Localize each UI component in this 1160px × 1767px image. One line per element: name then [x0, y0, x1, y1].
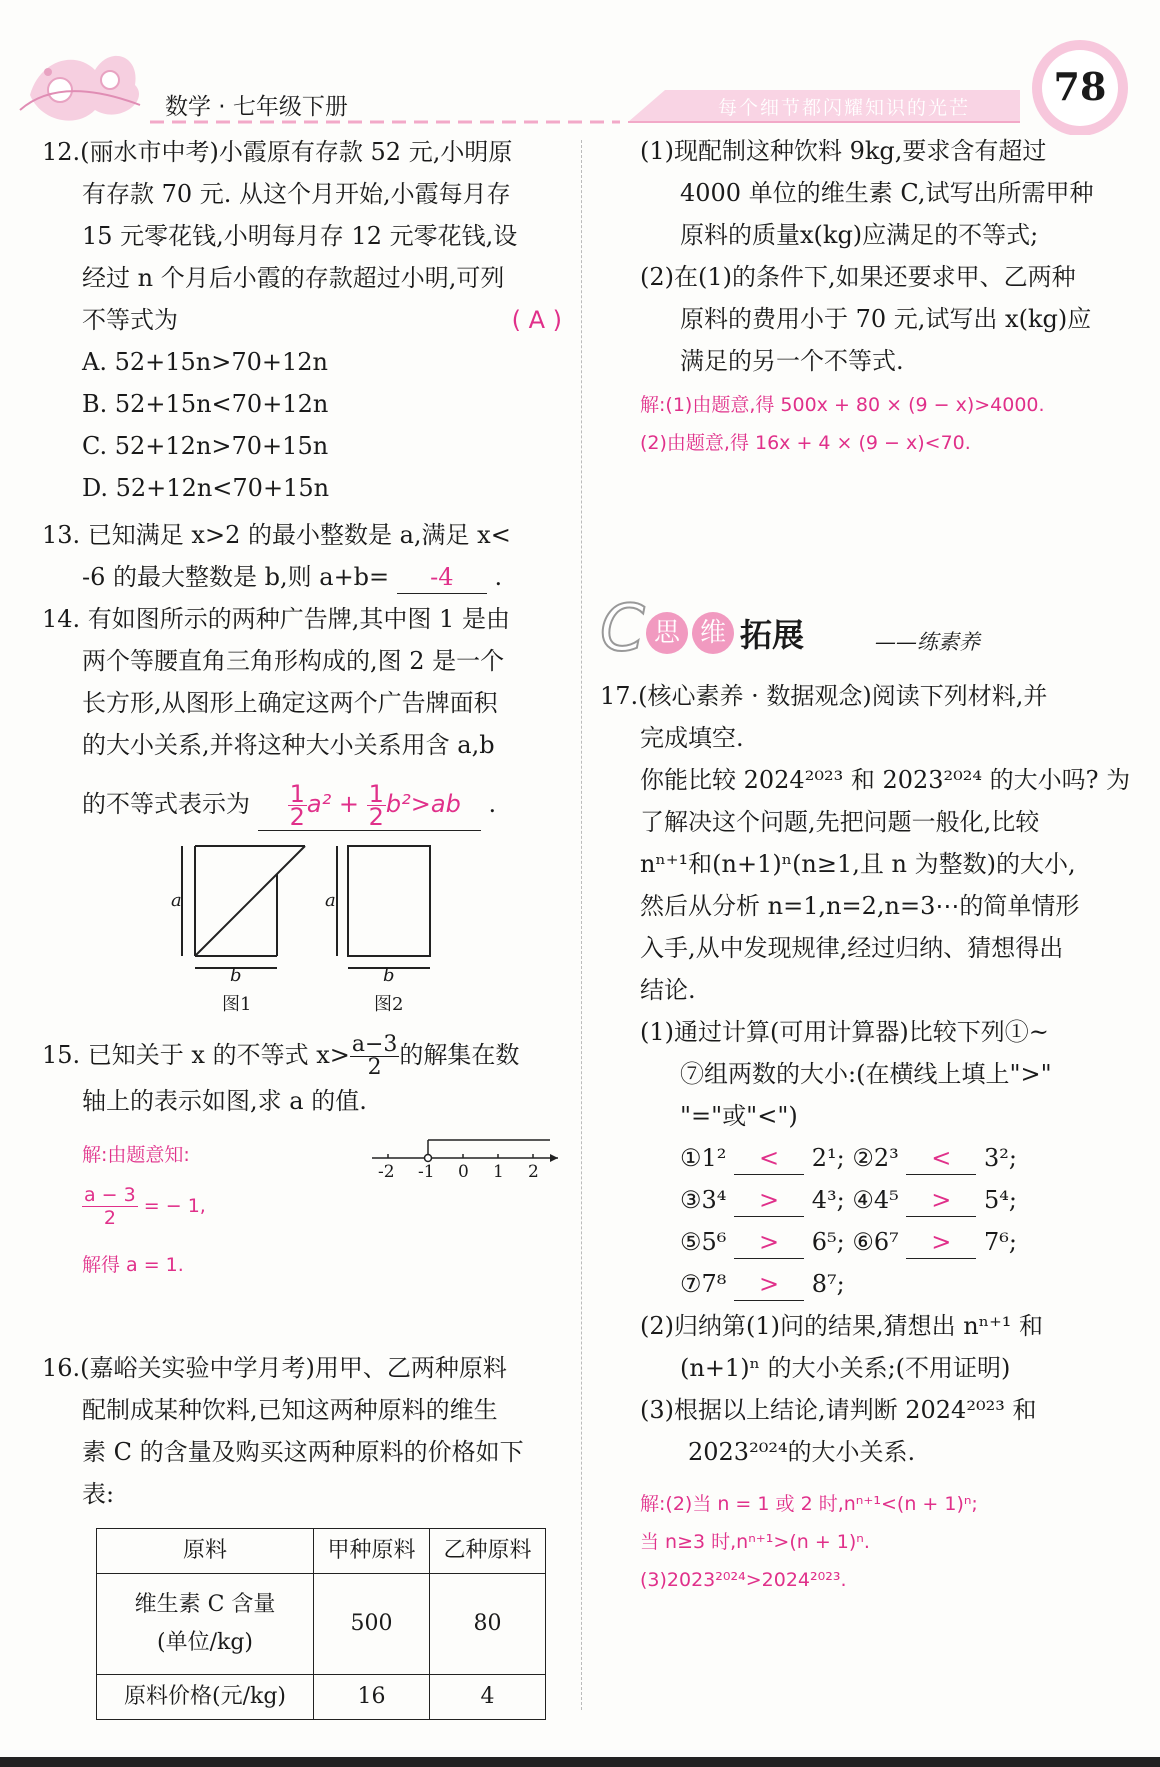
compare-row	[600, 1263, 1140, 1305]
q15-line	[42, 1030, 562, 1080]
compare-answer: >	[734, 1226, 804, 1259]
table-row	[97, 1675, 546, 1720]
q14-answer-line	[82, 780, 496, 831]
table-cell	[97, 1574, 314, 1675]
q17-line: 17.(核心素养 · 数据观念)阅读下列材料,并	[600, 682, 1048, 710]
q16-solution-2: (2)由题意,得 16x + 4 × (9 − x)<70.	[640, 432, 971, 454]
q16-part1: 原料的质量x(kg)应满足的不等式;	[680, 221, 1039, 249]
compare-left: ⑦7⁸	[680, 1270, 727, 1298]
q17-part2: (2)归纳第(1)问的结果,猜想出 nⁿ⁺¹ 和	[640, 1312, 1044, 1340]
question-16-parts	[640, 130, 1140, 382]
q17-line: 入手,从中发现规律,经过归纳、猜想得出	[640, 934, 1064, 962]
q12-option-a: A. 52+15n>70+12n	[82, 348, 328, 376]
q13-line: 13. 已知满足 x>2 的最小整数是 a,满足 x<	[42, 521, 511, 549]
tick-label: 1	[493, 1162, 504, 1182]
fig2-caption: 图2	[374, 994, 404, 1015]
q15-post: 的解集在数	[399, 1041, 520, 1069]
compare-right: 5⁴;	[984, 1186, 1017, 1214]
tick-label: 2	[528, 1162, 539, 1182]
table-header: 乙种原料	[430, 1529, 546, 1574]
table-cell: 16	[314, 1675, 430, 1720]
compare-row	[600, 1137, 1140, 1179]
compare-right: 2¹;	[811, 1144, 845, 1172]
book-title: 数学 · 七年级下册	[165, 94, 348, 120]
q13-text: -6 的最大整数是 b,则 a+b=	[82, 563, 390, 591]
q12-line: 12.(丽水市中考)小霞原有存款 52 元,小明原	[42, 138, 513, 166]
question-17	[600, 675, 1140, 1473]
compare-left: ⑤5⁶	[680, 1228, 727, 1256]
q12-line	[42, 299, 562, 341]
cell-line: 维生素 C 含量	[134, 1592, 276, 1617]
compare-left: ①1²	[680, 1144, 727, 1172]
figure-2	[337, 846, 430, 968]
fig2-label-a: a	[325, 890, 336, 911]
compare-answer: >	[734, 1184, 804, 1217]
compare-left: ②2³	[852, 1144, 899, 1172]
q15-solution-1: 解:由题意知:	[82, 1144, 190, 1166]
section-c-letter: C	[600, 592, 645, 666]
q16-part1: 4000 单位的维生素 C,试写出所需甲种	[680, 179, 1094, 207]
q16-line: 配制成某种饮料,已知这两种原料的维生	[82, 1396, 498, 1424]
q17-solution-1: 解:(2)当 n = 1 或 2 时,nⁿ⁺¹<(n + 1)ⁿ;	[640, 1493, 978, 1515]
q16-line: 素 C 的含量及购买这两种原料的价格如下	[82, 1438, 524, 1466]
q16-part2: (2)在(1)的条件下,如果还要求甲、乙两种	[640, 263, 1076, 291]
q12-option-b: B. 52+15n<70+12n	[82, 390, 329, 418]
q16-part2: 原料的费用小于 70 元,试写出 x(kg)应	[680, 305, 1092, 333]
slogan: 每个细节都闪耀知识的光芒	[718, 97, 971, 119]
compare-answer: <	[734, 1142, 804, 1175]
q17-part2: (n+1)ⁿ 的大小关系;(不用证明)	[680, 1354, 1011, 1382]
compare-answer: <	[906, 1142, 976, 1175]
q17-solution-2: 当 n≥3 时,nⁿ⁺¹>(n + 1)ⁿ.	[640, 1531, 870, 1553]
q14-text: 的不等式表示为	[82, 790, 250, 818]
compare-answer: >	[906, 1226, 976, 1259]
table-cell: 80	[430, 1574, 546, 1675]
q16-line: 16.(嘉峪关实验中学月考)用甲、乙两种原料	[42, 1354, 507, 1382]
page-number: 78	[1053, 64, 1107, 109]
fig1-label-b: b	[230, 965, 242, 986]
frac-den: 2	[368, 802, 384, 831]
fig1-label-a: a	[171, 890, 182, 911]
compare-right: 3²;	[984, 1144, 1017, 1172]
bottom-bar	[0, 1757, 1160, 1767]
q15-pre: 15. 已知关于 x 的不等式 x>	[42, 1041, 350, 1069]
fig2-label-b: b	[383, 965, 395, 986]
q13-answer-blank: -4	[397, 561, 487, 594]
q14-end: .	[488, 790, 497, 818]
section-title: 拓展	[740, 616, 805, 654]
tick-label: 0	[458, 1162, 469, 1182]
q17-line: 你能比较 2024²⁰²³ 和 2023²⁰²⁴ 的大小吗? 为	[640, 766, 1131, 794]
column-divider	[581, 140, 582, 1710]
q16-solution-1: 解:(1)由题意,得 500x + 80 × (9 − x)>4000.	[640, 394, 1045, 416]
q12-text: 不等式为	[82, 306, 178, 334]
q15-solution-3: 解得 a = 1.	[82, 1254, 184, 1276]
q14-figures	[160, 840, 460, 990]
q17-line: 完成填空.	[640, 724, 744, 752]
ans-a2: a²	[306, 790, 332, 818]
q14-line: 长方形,从图形上确定这两个广告牌面积	[82, 689, 498, 717]
q12-option-c: C. 52+12n>70+15n	[82, 432, 329, 460]
number-line	[370, 1130, 570, 1170]
section-badge-si: 思	[646, 612, 688, 654]
question-15	[42, 1030, 562, 1122]
question-14	[42, 598, 562, 766]
q17-part1: "="或"<")	[680, 1102, 798, 1130]
question-12	[42, 131, 562, 509]
q15-line: 轴上的表示如图,求 a 的值.	[82, 1087, 367, 1115]
compare-row	[600, 1179, 1140, 1221]
q12-line: 有存款 70 元. 从这个月开始,小霞每月存	[82, 180, 511, 208]
question-16	[42, 1347, 562, 1515]
tick-label: -1	[418, 1162, 435, 1182]
compare-right: 8⁷;	[811, 1270, 845, 1298]
section-subtitle: ——练素养	[875, 630, 980, 654]
q17-solution-3: (3)2023²⁰²⁴>2024²⁰²³.	[640, 1569, 847, 1591]
compare-right: 4³;	[811, 1186, 845, 1214]
q14-line: 14. 有如图所示的两种广告牌,其中图 1 是由	[42, 605, 510, 633]
q17-line: 了解决这个问题,先把问题一般化,比较	[640, 808, 1040, 836]
sol-rest: = − 1,	[143, 1195, 206, 1217]
q17-part1: (1)通过计算(可用计算器)比较下列①~	[640, 1018, 1049, 1046]
q12-line: 15 元零花钱,小明每月存 12 元零花钱,设	[82, 222, 518, 250]
q16-part2: 满足的另一个不等式.	[680, 347, 904, 375]
q14-line: 的大小关系,并将这种大小关系用含 a,b	[82, 731, 495, 759]
q17-part3: 2023²⁰²⁴的大小关系.	[688, 1438, 916, 1466]
q17-part3: (3)根据以上结论,请判断 2024²⁰²³ 和	[640, 1396, 1037, 1424]
figure-1	[182, 846, 305, 968]
flower-ornament-icon	[20, 56, 140, 121]
q14-line: 两个等腰直角三角形构成的,图 2 是一个	[82, 647, 505, 675]
frac-den: 2	[289, 802, 305, 831]
compare-row	[600, 1221, 1140, 1263]
q14-answer	[258, 780, 481, 831]
q16-line: 表:	[82, 1480, 115, 1508]
compare-left: ⑥6⁷	[852, 1228, 899, 1256]
cell-line: (单位/kg)	[157, 1630, 253, 1655]
q15-frac-num: a−3	[351, 1032, 398, 1057]
table-row	[97, 1574, 546, 1675]
q12-option-d: D. 52+12n<70+15n	[82, 474, 330, 502]
q17-line: 结论.	[640, 976, 696, 1004]
ans-plus: +	[338, 790, 359, 818]
sol-frac-num: a − 3	[84, 1184, 136, 1206]
table-cell: 原料价格(元/kg)	[97, 1675, 314, 1720]
compare-right: 7⁶;	[984, 1228, 1017, 1256]
q15-solution-2	[82, 1184, 206, 1229]
compare-left: ③3⁴	[680, 1186, 727, 1214]
q16-part1: (1)现配制这种饮料 9kg,要求含有超过	[640, 137, 1047, 165]
compare-answer: >	[906, 1184, 976, 1217]
section-badge-wei: 维	[692, 612, 734, 654]
q13-line	[42, 556, 562, 598]
q13-end: .	[494, 563, 503, 591]
q12-line: 经过 n 个月后小霞的存款超过小明,可列	[82, 264, 505, 292]
compare-answer: >	[734, 1268, 804, 1301]
section-heading	[600, 592, 1020, 670]
ans-b2: b²	[385, 790, 411, 818]
frac-num: 1	[289, 779, 305, 808]
question-13	[42, 514, 562, 598]
table-row	[97, 1529, 546, 1574]
q12-answer: ( A )	[511, 306, 562, 334]
sol-frac-den: 2	[103, 1207, 116, 1229]
q15-frac-den: 2	[367, 1055, 382, 1080]
table-header: 甲种原料	[314, 1529, 430, 1574]
table-header: 原料	[97, 1529, 314, 1574]
q17-part1: ⑦组两数的大小:(在横线上填上">"	[680, 1060, 1052, 1088]
table-cell: 4	[430, 1675, 546, 1720]
tick-label: -2	[378, 1162, 395, 1182]
compare-left: ④4⁵	[852, 1186, 899, 1214]
q17-line: nⁿ⁺¹和(n+1)ⁿ(n≥1,且 n 为整数)的大小,	[640, 850, 1076, 878]
ans-tail: >ab	[410, 790, 461, 818]
fig1-caption: 图1	[222, 994, 252, 1015]
compare-right: 6⁵;	[811, 1228, 845, 1256]
table-cell: 500	[314, 1574, 430, 1675]
materials-table	[96, 1528, 546, 1720]
frac-num: 1	[368, 779, 384, 808]
q17-line: 然后从分析 n=1,n=2,n=3⋯的简单情形	[640, 892, 1080, 920]
